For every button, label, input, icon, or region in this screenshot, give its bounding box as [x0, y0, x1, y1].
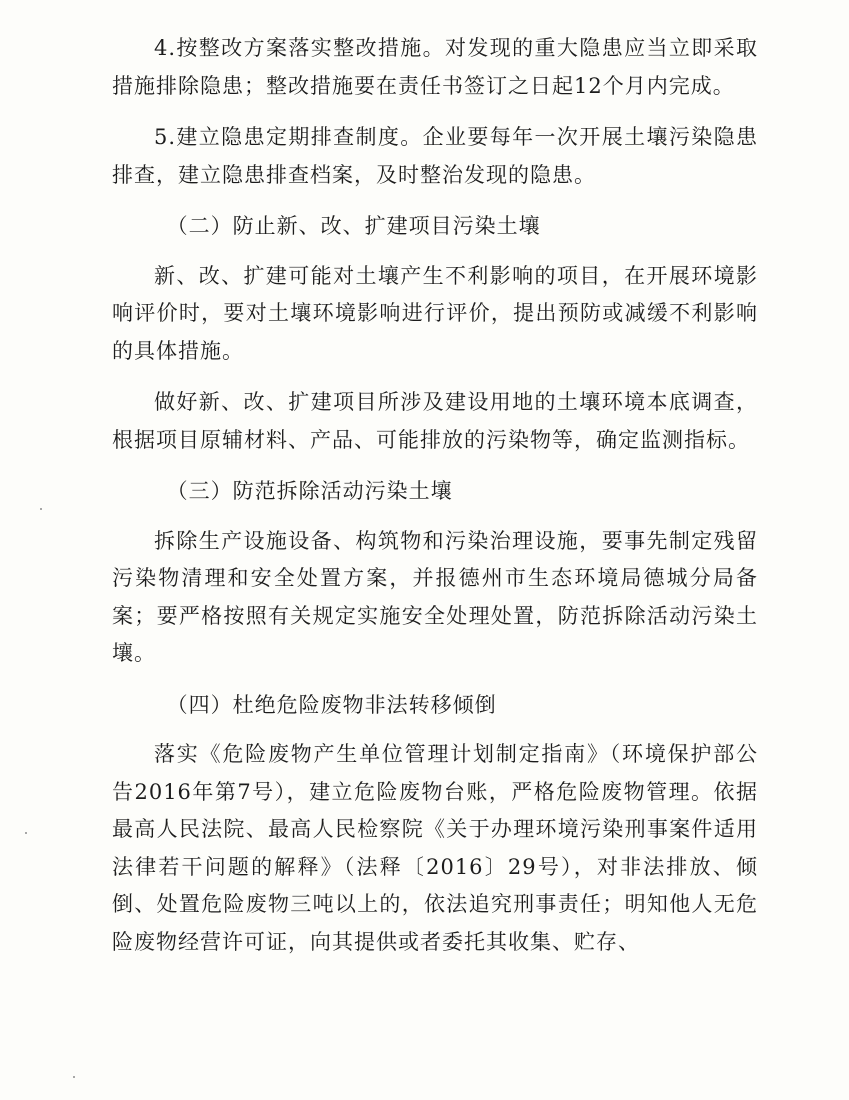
- section-heading-new-projects: （二）防止新、改、扩建项目污染土壤: [166, 214, 541, 238]
- scan-speck: [73, 1076, 75, 1078]
- paragraph-environmental-assessment: 新、改、扩建可能对土壤产生不利影响的项目，在开展环境影响评价时，要对土壤环境影响进行评价，提出预防或减缓不利影响的具体措施。: [112, 263, 758, 363]
- paragraph-hazardous-waste-management: 落实《危险废物产生单位管理计划制定指南》（环境保护部公告2016年第7号），建立危险废物台账，严格危险废物管理。依据最高人民法院、最高人民检察院《关于办理环境污染刑事案件适用法律若干问题的解释》（法释〔2016〕29号），对非法排放、倾倒、处置危险废物三吨以上的，依法追究刑事责任；明知他人无危险废物经营许可证，向其提供或者委托其收集、贮存、: [112, 742, 758, 954]
- section-heading-hazardous-waste: （四）杜绝危险废物非法转移倾倒: [166, 692, 497, 717]
- paragraph-rectification-measures: 4.按整改方案落实整改措施。对发现的重大隐患应当立即采取措施排除隐患；整改措施要在责任书签订之日起12个月内完成。: [112, 36, 758, 98]
- paragraph-hazard-inspection: 5.建立隐患定期排查制度。企业要每年一次开展土壤污染隐患排查，建立隐患排查档案，及时整治发现的隐患。: [112, 125, 758, 187]
- document-body: [112, 30, 758, 975]
- paragraph-demolition-plan: 拆除生产设施设备、构筑物和污染治理设施，要事先制定残留污染物清理和安全处置方案，并报德州市生态环境局德城分局备案；要严格按照有关规定实施安全处理处置，防范拆除活动污染土壤。: [112, 528, 758, 665]
- scan-speck: [25, 832, 27, 834]
- scan-speck: [40, 508, 42, 510]
- section-heading-demolition: （三）防范拆除活动污染土壤: [166, 479, 453, 503]
- paragraph-baseline-survey: 做好新、改、扩建项目所涉及建设用地的土壤环境本底调查，根据项目原辅材料、产品、可能排放的污染物等，确定监测指标。: [112, 390, 758, 452]
